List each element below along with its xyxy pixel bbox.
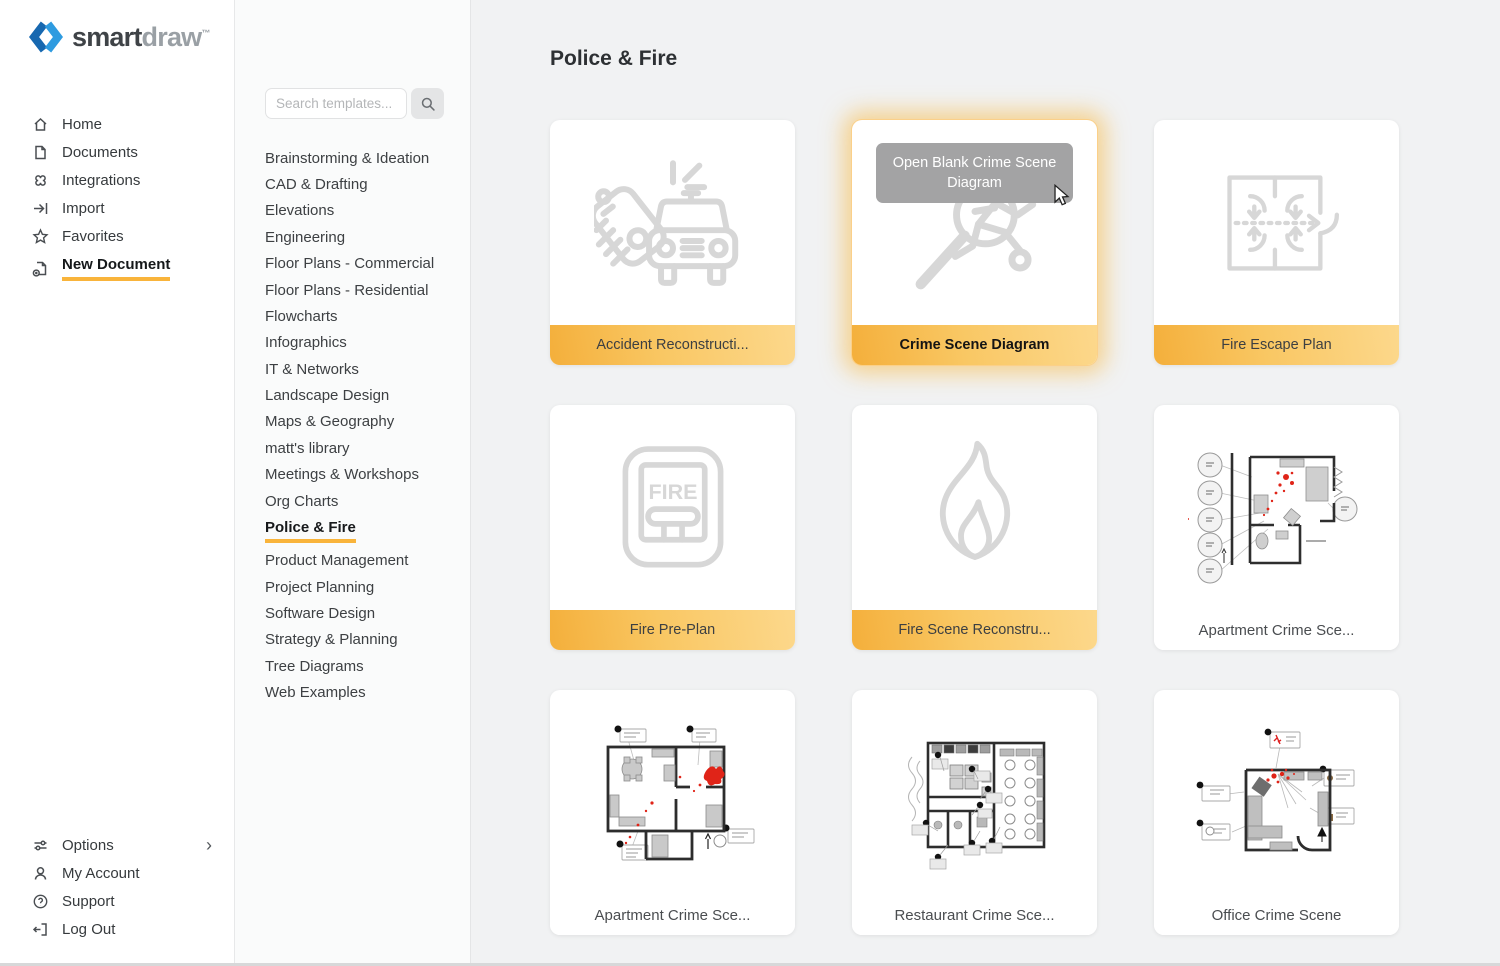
chevron-right-icon: › bbox=[206, 835, 212, 855]
template-card-office-crime-scene[interactable] bbox=[1154, 690, 1399, 935]
sidebar-nav bbox=[0, 110, 234, 286]
office-crime-scene-thumbnail bbox=[1184, 708, 1370, 878]
template-grid bbox=[550, 120, 1500, 935]
template-card-fire-scene-reconstruction[interactable] bbox=[852, 405, 1097, 650]
sidebar-item-options[interactable] bbox=[0, 831, 234, 859]
template-preview bbox=[1154, 690, 1399, 895]
sidebar-item-label: Home bbox=[62, 115, 103, 133]
template-preview bbox=[1154, 405, 1399, 610]
documents-icon bbox=[32, 144, 49, 161]
template-title: Office Crime Scene bbox=[1154, 895, 1399, 935]
template-title: Apartment Crime Sce... bbox=[1154, 610, 1399, 650]
sidebar-item-my-account[interactable] bbox=[0, 859, 234, 887]
sidebar-item-log-out[interactable] bbox=[0, 915, 234, 943]
logout-icon bbox=[32, 921, 49, 938]
category-item-it-networks[interactable]: IT & Networks bbox=[265, 360, 359, 378]
search-input[interactable] bbox=[265, 88, 407, 119]
fire-alarm-icon bbox=[605, 440, 741, 576]
car-accident-icon bbox=[594, 156, 752, 290]
template-preview bbox=[550, 405, 795, 610]
category-item-product-management[interactable]: Product Management bbox=[265, 552, 409, 570]
options-icon bbox=[32, 837, 49, 854]
template-card-fire-escape-plan[interactable] bbox=[1154, 120, 1399, 365]
template-card-apartment-crime-scene-2[interactable] bbox=[550, 690, 795, 935]
template-title: Restaurant Crime Sce... bbox=[852, 895, 1097, 935]
category-item-floor-plans-commercial[interactable]: Floor Plans - Commercial bbox=[265, 255, 435, 273]
category-item-police-fire[interactable]: Police & Fire bbox=[265, 514, 470, 547]
category-item-meetings-workshops[interactable]: Meetings & Workshops bbox=[265, 466, 419, 484]
category-item-brainstorming[interactable]: Brainstorming & Ideation bbox=[265, 149, 430, 167]
sidebar-item-label: My Account bbox=[62, 864, 140, 882]
category-item-landscape-design[interactable]: Landscape Design bbox=[265, 387, 390, 405]
category-item-web-examples[interactable]: Web Examples bbox=[265, 684, 366, 702]
sidebar-item-label: Log Out bbox=[62, 920, 116, 938]
sidebar-item-label: Import bbox=[62, 199, 105, 217]
template-preview bbox=[852, 690, 1097, 895]
template-category-panel bbox=[235, 0, 471, 963]
template-card-crime-scene-diagram[interactable] bbox=[852, 120, 1097, 365]
support-icon bbox=[32, 893, 49, 910]
sidebar-item-label: New Document bbox=[62, 256, 170, 281]
template-title: Accident Reconstructi... bbox=[550, 325, 795, 365]
template-title: Fire Escape Plan bbox=[1154, 325, 1399, 365]
sidebar-item-label: Favorites bbox=[62, 227, 124, 245]
category-item-flowcharts[interactable]: Flowcharts bbox=[265, 307, 338, 325]
template-preview bbox=[852, 405, 1097, 610]
template-title: Crime Scene Diagram bbox=[852, 325, 1097, 365]
template-card-restaurant-crime-scene[interactable] bbox=[852, 690, 1097, 935]
template-preview bbox=[550, 120, 795, 325]
integrations-icon bbox=[32, 172, 49, 189]
template-title: Apartment Crime Sce... bbox=[550, 895, 795, 935]
sidebar-item-home[interactable] bbox=[0, 110, 234, 138]
category-item-project-planning[interactable]: Project Planning bbox=[265, 578, 375, 596]
smartdraw-diamond-icon bbox=[29, 20, 63, 54]
sidebar-item-support[interactable] bbox=[0, 887, 234, 915]
page-title: Police & Fire bbox=[550, 47, 678, 70]
flame-icon bbox=[905, 433, 1045, 583]
category-item-elevations[interactable]: Elevations bbox=[265, 202, 335, 220]
sidebar-item-label: Integrations bbox=[62, 171, 141, 189]
sidebar-item-label: Support bbox=[62, 892, 115, 910]
template-preview bbox=[1154, 120, 1399, 325]
category-item-floor-plans-residential[interactable]: Floor Plans - Residential bbox=[265, 281, 429, 299]
search-icon bbox=[420, 96, 436, 112]
category-item-engineering[interactable]: Engineering bbox=[265, 228, 346, 246]
template-title: Fire Scene Reconstru... bbox=[852, 610, 1097, 650]
home-icon bbox=[32, 116, 49, 133]
studio-crime-scene-thumbnail bbox=[1188, 425, 1366, 590]
sidebar-item-new-document[interactable] bbox=[0, 250, 234, 286]
template-card-accident-reconstruction[interactable] bbox=[550, 120, 795, 365]
new-document-icon bbox=[32, 260, 49, 277]
template-title: Fire Pre-Plan bbox=[550, 610, 795, 650]
sidebar-item-import[interactable] bbox=[0, 194, 234, 222]
import-icon bbox=[32, 200, 49, 217]
mouse-cursor-icon bbox=[1052, 184, 1071, 211]
search-bar bbox=[265, 88, 444, 119]
sidebar-footer-nav bbox=[0, 831, 234, 943]
sidebar-item-favorites[interactable] bbox=[0, 222, 234, 250]
brand-wordmark: smartdraw™ bbox=[72, 21, 210, 52]
search-button[interactable] bbox=[411, 88, 444, 119]
template-gallery bbox=[471, 0, 1500, 963]
category-item-cad-drafting[interactable]: CAD & Drafting bbox=[265, 176, 368, 194]
category-item-org-charts[interactable]: Org Charts bbox=[265, 492, 339, 510]
category-list bbox=[235, 145, 470, 706]
favorites-icon bbox=[32, 228, 49, 245]
open-blank-tooltip[interactable]: Open Blank Crime Scene Diagram bbox=[876, 143, 1073, 203]
sidebar-item-label: Documents bbox=[62, 143, 138, 161]
trademark-mark: ™ bbox=[201, 27, 210, 38]
sidebar-item-documents[interactable] bbox=[0, 138, 234, 166]
template-card-fire-pre-plan[interactable] bbox=[550, 405, 795, 650]
category-item-matts-library[interactable]: matt's library bbox=[265, 439, 350, 457]
category-item-strategy-planning[interactable]: Strategy & Planning bbox=[265, 631, 398, 649]
restaurant-crime-scene-thumbnail bbox=[882, 713, 1068, 873]
sidebar-item-label: Options bbox=[62, 836, 114, 854]
brand-logo[interactable] bbox=[0, 20, 234, 54]
category-item-tree-diagrams[interactable]: Tree Diagrams bbox=[265, 657, 364, 675]
account-icon bbox=[32, 865, 49, 882]
sidebar bbox=[0, 0, 235, 963]
fire-escape-plan-icon bbox=[1213, 159, 1341, 287]
template-card-apartment-crime-scene-1[interactable] bbox=[1154, 405, 1399, 650]
apartment-crime-scene-thumbnail bbox=[580, 713, 766, 873]
template-preview bbox=[550, 690, 795, 895]
sidebar-item-integrations[interactable] bbox=[0, 166, 234, 194]
category-item-infographics[interactable]: Infographics bbox=[265, 334, 347, 352]
category-item-maps-geography[interactable]: Maps & Geography bbox=[265, 413, 395, 431]
fire-alarm-text: FIRE bbox=[647, 479, 698, 504]
category-item-software-design[interactable]: Software Design bbox=[265, 605, 376, 623]
